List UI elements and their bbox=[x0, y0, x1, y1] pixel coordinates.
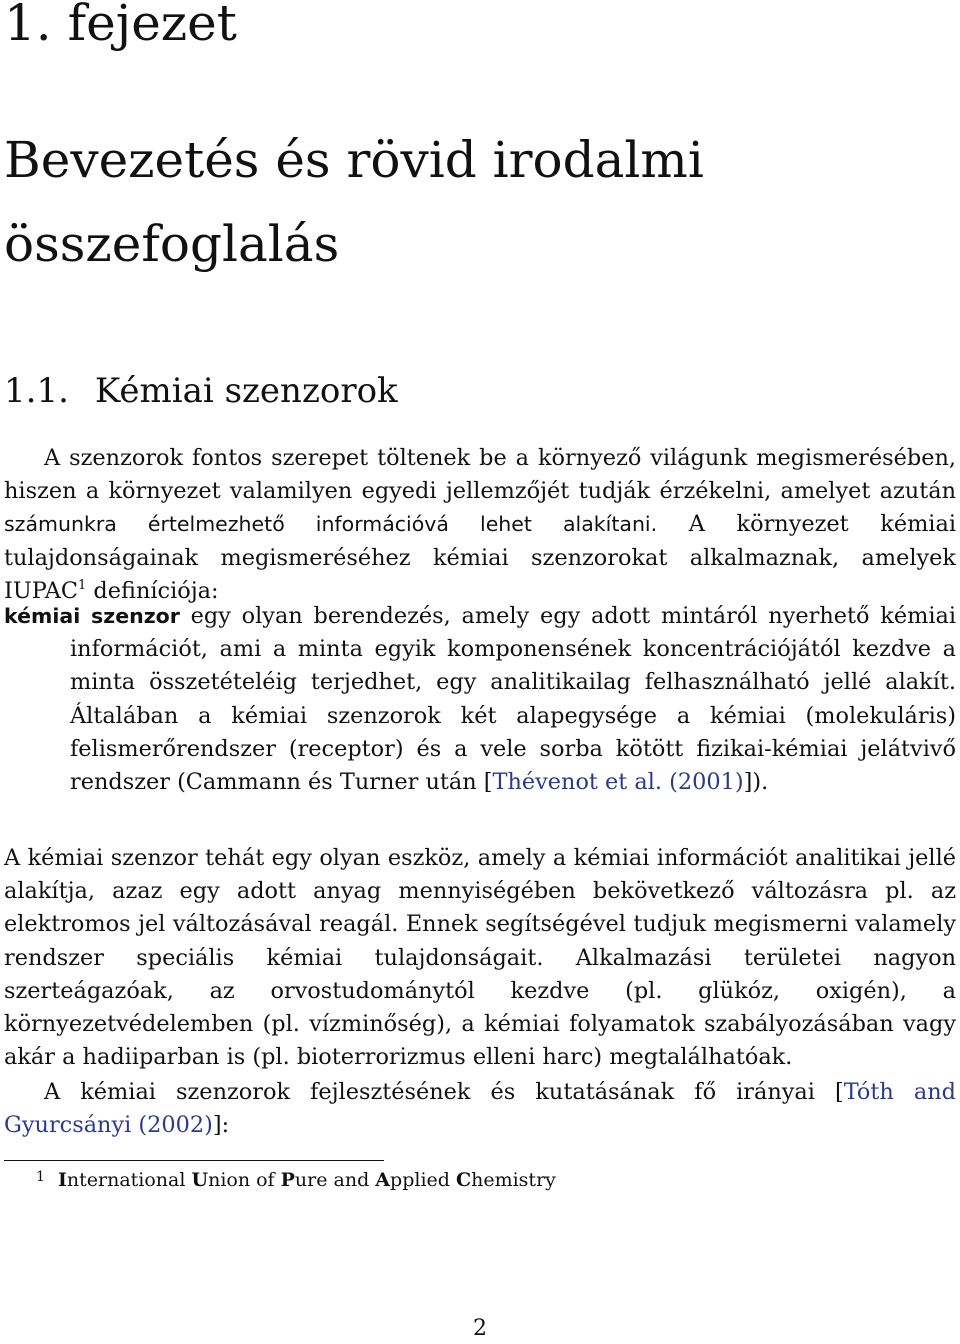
footnote-initial-a: A bbox=[375, 1169, 391, 1191]
footnote-reference[interactable]: 1 bbox=[78, 577, 87, 593]
footnote-initial-i: I bbox=[58, 1169, 67, 1191]
page-number: 2 bbox=[473, 1316, 487, 1341]
footnote-initial-c: C bbox=[455, 1169, 472, 1191]
definition-term: kémiai szenzor bbox=[4, 604, 180, 628]
citation-link-toth[interactable]: Tóth and Gyurcsányi (2002) bbox=[4, 1079, 956, 1139]
intro-text-b: A környezet kémiai tulajdonságainak megismeréséhez kémiai szenzorokat alkalmaznak, amelyek IUPAC bbox=[4, 511, 956, 604]
footnote-text-c: hemistry bbox=[471, 1169, 556, 1191]
intro-paragraph bbox=[4, 442, 956, 608]
footnote-divider bbox=[4, 1160, 384, 1161]
footnote-text-p: ure and bbox=[294, 1169, 376, 1191]
footnote bbox=[4, 1163, 904, 1194]
directions-text-a: A kémiai szenzorok fejlesztésének és kutatásának fő irányai [ bbox=[44, 1079, 844, 1105]
definition-text-b: ]). bbox=[743, 769, 769, 796]
intro-text-sans: számunkra értelmezhető információvá lehet alakítani. bbox=[4, 512, 658, 537]
body-paragraph-directions bbox=[4, 1076, 956, 1142]
body-paragraph-applications: A kémiai szenzor tehát egy olyan eszköz, amely a kémiai információt analitikai jellé alakítja, azaz egy adott anyag mennyiségében bekövetkező változásra pl. az elektromos jel változásával reagál. Ennek segítségével tudjuk megismerni valamely rendszer speciális kémiai tulajdonságait. Alkalmazási területei nagyon szerteágazóak, az orvostudománytól kezdve (pl. glükóz, oxigén), a környezetvédelemben (pl. vízminőség), a kémiai folyamatok szabályozásában vagy akár a hadiiparban is (pl. bioterrorizmus elleni harc) megtalálhatóak. bbox=[4, 845, 956, 1071]
chapter-title: Bevezetés és rövid irodalmi összefoglalás bbox=[4, 131, 704, 273]
footnote-mark: 1 bbox=[36, 1169, 45, 1185]
footnote-text-a: pplied bbox=[390, 1169, 456, 1191]
section-title: Kémiai szenzorok bbox=[94, 371, 398, 411]
footnote-text-u: nion of bbox=[208, 1169, 281, 1191]
directions-text-b: ]: bbox=[212, 1112, 230, 1139]
footnote-text-i: nternational bbox=[66, 1169, 192, 1191]
definition-block bbox=[4, 600, 956, 799]
section-heading bbox=[4, 366, 398, 416]
definition-text-a: egy olyan berendezés, amely egy adott mintáról nyerhető kémiai információt, ami a minta egyik komponensének koncentrációjától kezdve a minta összetételéig terjedhet, egy analitikailag felhasználható jellé alakít. Általában a kémiai szenzorok két alapegysége a kémiai (molekuláris) felismerőrendszer (receptor) és a vele sorba kötött fizikai-kémiai jelátvivő rendszer (Cammann és Turner után [ bbox=[70, 603, 956, 796]
intro-text-c: definíciója: bbox=[86, 577, 219, 604]
footnote-initial-p: P bbox=[280, 1169, 295, 1191]
section-number: 1.1. bbox=[4, 371, 69, 411]
intro-text-a: A szenzorok fontos szerepet töltenek be a környező világunk megismerésében, hiszen a környezet valamilyen egyedi jellemzőjét tudják érzékelni, amelyet azután bbox=[4, 445, 956, 505]
chapter-number: 1. fejezet bbox=[4, 0, 237, 52]
citation-link-thevenot[interactable]: Thévenot et al. (2001) bbox=[492, 769, 744, 796]
footnote-initial-u: U bbox=[191, 1169, 209, 1191]
